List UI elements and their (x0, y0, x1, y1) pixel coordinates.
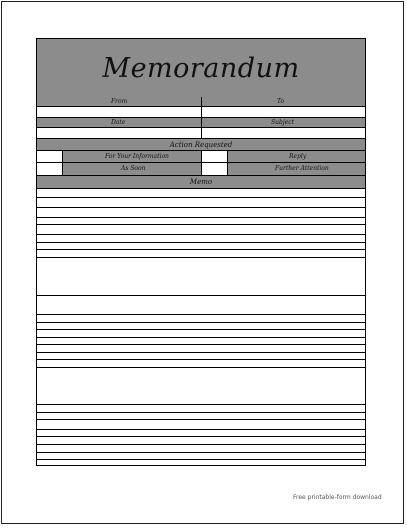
to-label: To (277, 98, 285, 105)
memo-line[interactable] (37, 344, 365, 345)
memo-line[interactable] (37, 404, 365, 405)
memo-line[interactable] (37, 322, 365, 323)
memo-line[interactable] (37, 459, 365, 460)
action-header-row (37, 139, 365, 150)
reply-label: Reply (289, 153, 307, 160)
title-bar (37, 39, 365, 98)
memo-line[interactable] (37, 197, 365, 198)
memo-line[interactable] (37, 367, 365, 368)
further-attention-label: Further Attention (275, 165, 329, 172)
memo-header-row (37, 176, 365, 188)
memo-line[interactable] (37, 314, 365, 315)
further-attention-checkbox[interactable] (201, 163, 227, 175)
reply-checkbox[interactable] (201, 151, 227, 162)
memo-line[interactable] (37, 257, 365, 258)
memo-line[interactable] (37, 352, 365, 353)
memo-line[interactable] (37, 249, 365, 250)
date-label: Date (111, 119, 126, 126)
fyi-label: For Your Information (105, 153, 169, 160)
memo-line[interactable] (37, 242, 365, 243)
column-divider (201, 151, 202, 175)
memo-line[interactable] (37, 359, 365, 360)
memo-line[interactable] (37, 329, 365, 330)
column-divider (227, 151, 228, 175)
column-divider (62, 151, 63, 175)
memo-line[interactable] (37, 234, 365, 235)
from-label: From (111, 98, 128, 105)
column-divider (201, 97, 202, 138)
action-section-title: Action Requested (169, 141, 233, 149)
action-options-area (37, 151, 365, 175)
divider (37, 188, 365, 189)
as-soon-checkbox[interactable] (37, 163, 62, 175)
page (1, 1, 404, 524)
memo-line[interactable] (37, 295, 365, 296)
memo-section-title: Memo (189, 178, 213, 186)
form-title: Memorandum (102, 52, 300, 84)
memo-line[interactable] (37, 337, 365, 338)
memorandum-form (36, 38, 366, 466)
memo-line[interactable] (37, 207, 365, 208)
memo-line[interactable] (37, 412, 365, 413)
memo-line[interactable] (37, 217, 365, 218)
memo-line[interactable] (37, 452, 365, 453)
memo-line[interactable] (37, 419, 365, 420)
fyi-checkbox[interactable] (37, 151, 62, 162)
as-soon-label: As Soon (121, 165, 146, 172)
memo-line[interactable] (37, 429, 365, 430)
subject-label: Subject (271, 119, 294, 126)
memo-line[interactable] (37, 436, 365, 437)
footer-credit: Free printable-form download (293, 494, 382, 501)
memo-line[interactable] (37, 444, 365, 445)
memo-line[interactable] (37, 224, 365, 225)
